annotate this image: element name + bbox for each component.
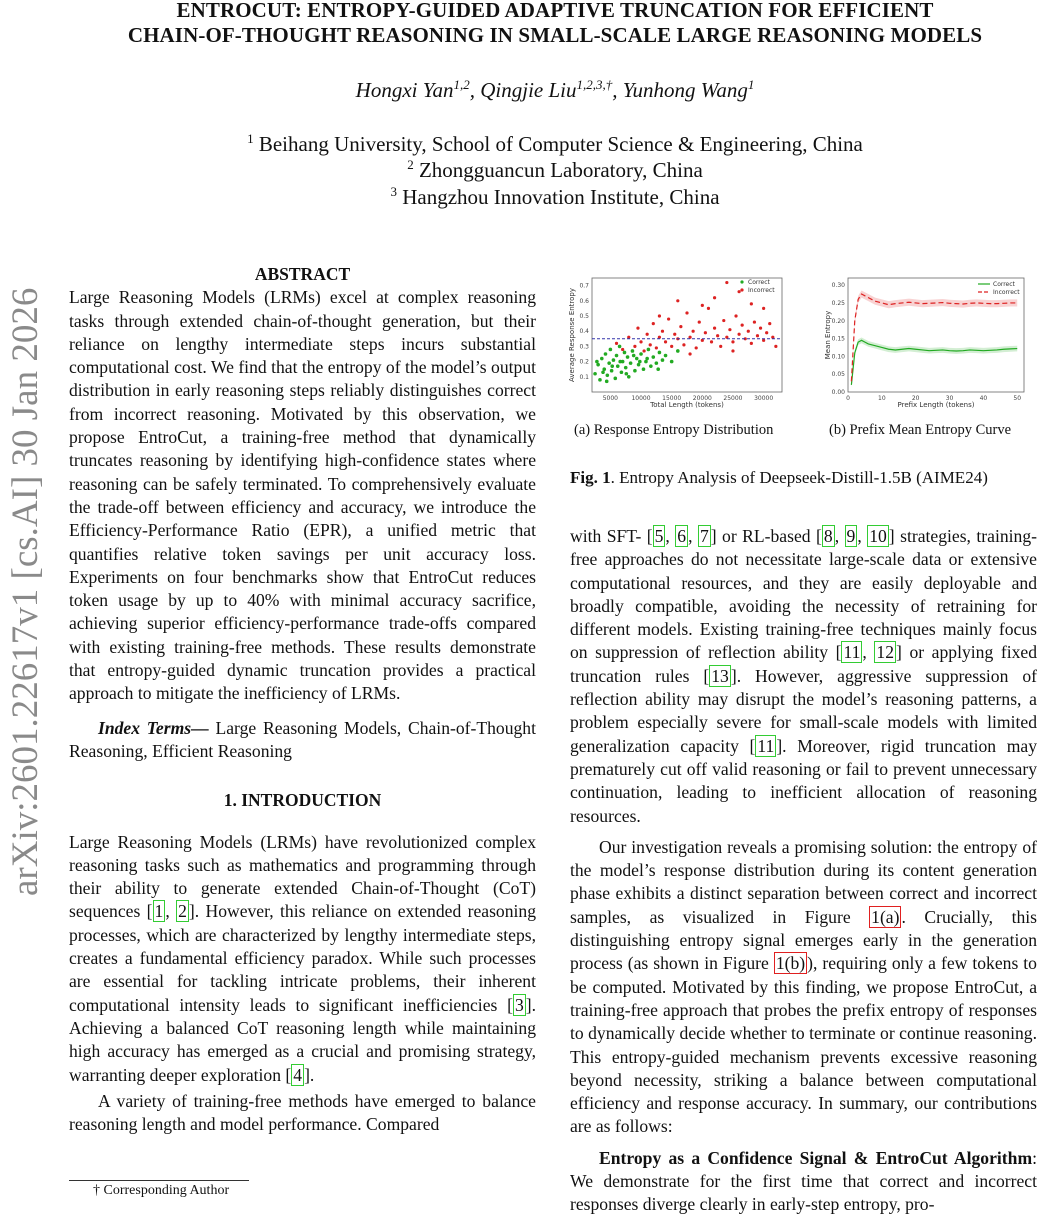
figure-1b-line (812, 270, 1032, 415)
incorrect-point (692, 330, 695, 333)
correct-point (642, 367, 646, 371)
citation-link[interactable]: 1 (154, 901, 164, 922)
incorrect-point (722, 319, 725, 322)
legend-marker-incorrect (740, 288, 743, 291)
incorrect-point (734, 314, 737, 317)
citation-link[interactable]: 2 (178, 901, 187, 922)
y-tick-label: 0.30 (831, 282, 845, 290)
incorrect-point (655, 346, 658, 349)
x-tick-label: 30000 (754, 395, 774, 402)
incorrect-point (737, 290, 740, 293)
x-tick-label: 15000 (662, 395, 682, 402)
correct-point (661, 358, 665, 362)
incorrect-point (670, 345, 673, 348)
correct-point (658, 351, 662, 355)
author-name: Qingjie Liu (480, 78, 577, 102)
incorrect-point (725, 281, 728, 284)
correct-point (607, 361, 611, 365)
incorrect-point (649, 343, 652, 346)
y-tick-label: 0.2 (579, 358, 589, 366)
incorrect-point (750, 342, 753, 345)
citation-link[interactable]: 7 (699, 526, 709, 546)
affiliation: $^2$ Zhongguancun Laboratory, China (407, 157, 703, 182)
correct-point (656, 367, 660, 371)
correct-point (610, 369, 614, 373)
left-column (69, 263, 536, 1136)
citation-link[interactable]: 12 (876, 642, 894, 663)
author-sup: 1,2 (453, 77, 470, 92)
correct-point (609, 348, 613, 352)
incorrect-point (698, 320, 701, 323)
contribution-title: Entropy as a Confidence Signal & EntroCut Algorithm (599, 1147, 1033, 1168)
incorrect-point (679, 325, 682, 328)
correct-point (593, 372, 597, 376)
subfigure-b-caption: (b) Prefix Mean Entropy Curve (829, 422, 1012, 438)
incorrect-point (704, 331, 707, 334)
y-tick-label: 0.15 (831, 335, 845, 343)
right-column (570, 525, 1037, 1217)
citation-link[interactable]: 9 (846, 526, 856, 546)
figure-link[interactable]: 1(a) (871, 906, 900, 927)
incorrect-point (759, 327, 762, 330)
author-name: Yunhong Wang (622, 78, 748, 102)
correct-point (620, 370, 624, 374)
x-tick-label: 50 (1013, 395, 1022, 402)
y-tick-label: 0.4 (579, 328, 589, 336)
correct-point (655, 361, 659, 365)
y-axis-label: Average Response Entropy (568, 287, 576, 383)
incorrect-point (667, 317, 670, 320)
figure-link[interactable]: 1(b) (775, 953, 806, 974)
subfigure-a-caption: (a) Response Entropy Distribution (574, 422, 774, 438)
author-sup: 1,2,3,† (576, 77, 613, 92)
correct-point (639, 352, 643, 356)
figure-caption: Fig. 1. Entropy Analysis of Deepseek-Distill-1.5B (AIME24) (570, 468, 988, 487)
incorrect-point (728, 328, 731, 331)
correct-point (612, 358, 616, 362)
intro-paragraph-2: A variety of training-free methods have emerged to balance reasoning length and model performance. Compared (69, 1090, 536, 1135)
incorrect-point (673, 333, 676, 336)
incorrect-point (633, 345, 636, 348)
incorrect-point (710, 340, 713, 343)
intro-heading: 1. INTRODUCTION (223, 790, 382, 811)
y-tick-label: 0.7 (579, 282, 589, 290)
correct-point (618, 360, 622, 364)
y-tick-label: 0.20 (831, 317, 845, 325)
correct-point (645, 357, 649, 361)
correct-point (626, 355, 630, 359)
correct-point (610, 364, 614, 368)
correct-point (631, 349, 635, 353)
incorrect-point (636, 327, 639, 330)
index-terms-label: Index Terms— (98, 717, 209, 738)
correct-point (651, 355, 655, 359)
x-tick-label: 30 (945, 395, 954, 402)
x-tick-label: 10 (878, 395, 886, 402)
incorrect-point (750, 302, 753, 305)
incorrect-point (642, 349, 645, 352)
correct-point (664, 354, 668, 358)
incorrect-point (685, 311, 688, 314)
plot-frame (592, 278, 782, 392)
title-line-1: ENTROCUT: ENTROPY-GUIDED ADAPTIVE TRUNCATION FOR EFFICIENT (176, 0, 934, 22)
figure-1a-scatter (560, 270, 790, 415)
y-tick-label: 0.3 (579, 343, 589, 351)
incorrect-point (747, 330, 750, 333)
incorrect-point (695, 346, 698, 349)
legend-label: Correct (993, 281, 1015, 288)
correct-point (606, 373, 610, 377)
correct-point (618, 345, 622, 349)
title-line-2: CHAIN-OF-THOUGHT REASONING IN SMALL-SCALE LARGE REASONING MODELS (127, 23, 983, 47)
correct-point (638, 360, 642, 364)
x-tick-label: 25000 (723, 395, 743, 402)
author-list: Hongxi Yan$^{1,2}$, Qingjie Liu$^{1,2,3,\dagger}$, Yunhong Wang$^1$ (355, 77, 755, 102)
x-tick-label: 40 (979, 395, 988, 402)
correct-point (601, 370, 605, 374)
citation-link[interactable]: 6 (677, 526, 687, 546)
contribution-1: Entropy as a Confidence Signal & EntroCut Algorithm: We demonstrate for the first time that correct and incorrect responses diverge clearly in early-step entropy, pro- (570, 1147, 1037, 1215)
citation-link[interactable]: 4 (293, 1064, 303, 1085)
incorrect-point (615, 342, 618, 345)
correct-point (613, 377, 617, 381)
abstract-text: Large Reasoning Models (LRMs) excel at complex reasoning tasks through extended chain-of-thought generation, but their reliance on lengthy intermediate steps incurs substantial computational cost. We find that the entropy of the model’s output distribution in early reasoning steps reliably distinguishes correct from incorrect reasoning. Motivated by this observation, we propose EntroCut, a training-free method that dynamically truncates reasoning by identifying high-confidence states where reasoning can be safely terminated. To comprehensively evaluate the trade-off between efficiency and accuracy, we introduce the Efficiency-Performance Ratio (EPR), a unified metric that quantifies relative token savings per unit accuracy loss. Experiments on four benchmarks show that EntroCut reduces token usage by up to 40% with minimal accuracy sacrifice, achieving superior efficiency-performance trade-offs compared with existing training-free methods. These results demonstrate that entropy-guided dynamic truncation provides a practical approach to mitigate the inefficiency of LRMs. (69, 287, 536, 704)
legend-marker-correct (740, 280, 743, 283)
x-axis-label: Prefix Length (tokens) (897, 401, 975, 409)
correct-point (615, 354, 619, 358)
citation-link[interactable]: 11 (843, 642, 861, 663)
x-tick-label: 5000 (602, 395, 619, 402)
incorrect-point (664, 340, 667, 343)
y-axis-label: Mean Entropy (824, 310, 832, 360)
incorrect-point (765, 331, 768, 334)
affiliation: $^3$ Hangzhou Innovation Institute, China (390, 184, 720, 209)
x-tick-label: 0 (846, 395, 850, 402)
legend-label: Correct (748, 279, 770, 286)
incorrect-point (621, 348, 624, 351)
correct-point (670, 360, 674, 364)
figure-label: Fig. 1 (570, 468, 611, 487)
arxiv-identifier[interactable]: arXiv:2601.22617v1 [cs.AI] 30 Jan 2026 (5, 287, 46, 896)
correct-point (598, 378, 602, 382)
incorrect-point (639, 340, 642, 343)
incorrect-point (682, 343, 685, 346)
citation-link[interactable]: 3 (514, 994, 524, 1015)
correct-point (676, 349, 680, 353)
incorrect-point (731, 340, 734, 343)
incorrect-point (707, 307, 710, 310)
incorrect-point (661, 330, 664, 333)
incorrect-point (652, 322, 655, 325)
y-tick-label: 0.05 (831, 371, 845, 379)
incorrect-point (688, 352, 691, 355)
y-tick-label: 0.10 (831, 353, 845, 361)
incorrect-point (676, 299, 679, 302)
incorrect-point (701, 304, 704, 307)
citation-link[interactable]: 11 (757, 735, 775, 756)
correct-point (625, 372, 629, 376)
author-sup: 1 (747, 77, 755, 92)
intro-paragraph-3: with SFT- [ 5 , 6 , 7 ] or RL-based [ 8 , 9 , 10 ] strategies, training-free approaches do not necessitate large-scale data or extensive computational resources, and they are easily deployable and broadly compatible, avoiding the necessity of retraining for different models. Existing training-free techniques mainly focus on suppression of reflection ability [ 11 , 12 ] or applying fixed truncation rules [ 13 ]. However, aggressive suppression of reflection ability may disrupt the model’s reasoning patterns, a problem especially severe for small-scale models with limited generalization capacity [ 11 ]. Moreover, rigid truncation may prematurely cut off valid reasoning or fail to prevent unnecessary continuation, leading to inefficient allocation of reasoning resources. (570, 526, 1038, 826)
y-tick-label: 0.1 (579, 373, 589, 381)
legend-label: Incorrect (993, 289, 1020, 296)
correct-point (604, 352, 608, 356)
x-axis-label: Total Length (tokens) (650, 401, 724, 409)
correct-point (647, 348, 651, 352)
x-tick-label: 20000 (692, 395, 712, 402)
incorrect-point (756, 334, 759, 337)
incorrect-point (731, 349, 734, 352)
x-tick-label: 20 (911, 395, 920, 402)
correct-point (629, 361, 633, 365)
x-tick-label: 10000 (631, 395, 651, 402)
paper-title (60, 0, 1038, 48)
correct-point (632, 354, 636, 358)
incorrect-point (713, 327, 716, 330)
correct-point (616, 364, 620, 368)
incorrect-point (658, 314, 661, 317)
legend-label: Incorrect (748, 287, 775, 294)
correct-point (633, 369, 637, 373)
correct-point (595, 360, 599, 364)
correct-point (623, 351, 627, 355)
footnote-rule (69, 1180, 249, 1181)
citation-link[interactable]: 10 (869, 526, 887, 546)
citation-link[interactable]: 5 (654, 526, 664, 546)
correct-point (624, 366, 628, 370)
incorrect-point (646, 333, 649, 336)
incorrect-point (741, 324, 744, 327)
incorrect-point (719, 345, 722, 348)
incorrect-point (768, 322, 771, 325)
confidence-band (851, 290, 1017, 384)
incorrect-point (713, 296, 716, 299)
footnote: † Corresponding Author (93, 1183, 230, 1198)
author-name: Hongxi Yan (355, 78, 454, 102)
intro-paragraph-4: Our investigation reveals a promising solution: the entropy of the model’s response distribution during its content generation phase exhibits a distinct separation between correct and incorrect samples, as visualized in Figure 1(a) . Crucially, this distinguishing entropy signal emerges early in the generation process (as shown in Figure 1(b) ), requiring only a few tokens to be computed. Motivated by this finding, we propose EntroCut, a training-free approach that probes the prefix entropy of responses to dynamically decide whether to terminate or continue reasoning. This entropy-guided mechanism prevents excessive reasoning beyond necessity, striking a balance between computational efficiency and response accuracy. In summary, our contributions are as follows: (570, 836, 1037, 1137)
correct-point (635, 357, 639, 361)
citation-link[interactable]: 8 (823, 526, 833, 546)
intro-paragraph-1: Large Reasoning Models (LRMs) have revolutionized complex reasoning tasks such as mathematics and programming through their ability to generate extended Chain-of-Thought (CoT) sequences [ 1 , 2 ]. However, this reliance on extended reasoning processes, which are characterized by lengthy intermediate steps, creates a fundamental efficiency paradox. While such processes are essential for tackling intricate problems, their inherent computational intensity leads to significant inefficiencies [ 3 ]. Achieving a balanced CoT reasoning length while maintaining high accuracy has emerged as a crucial and promising strategy, warranting deeper exploration [ 4 ]. (69, 831, 536, 1085)
y-tick-label: 0.5 (579, 313, 589, 320)
index-terms: Index Terms— Large Reasoning Models, Chain-of-Thought Reasoning, Efficient Reasoning (69, 717, 536, 761)
incorrect-point (716, 334, 719, 337)
correct-point (600, 357, 604, 361)
citation-link[interactable]: 13 (711, 665, 729, 686)
correct-point (605, 380, 609, 384)
incorrect-point (774, 345, 777, 348)
incorrect-point (737, 333, 740, 336)
correct-point (649, 364, 653, 368)
affiliation: $^1$ Beihang University, School of Computer Science & Engineering, China (247, 131, 863, 156)
y-tick-label: 0.25 (831, 299, 845, 307)
incorrect-point (753, 320, 756, 323)
correct-point (627, 375, 631, 379)
confidence-band (851, 337, 1017, 387)
incorrect-point (762, 307, 765, 310)
y-tick-label: 0.6 (579, 297, 589, 305)
y-tick-label: 0.00 (831, 389, 845, 396)
abstract-heading: ABSTRACT (254, 264, 351, 284)
